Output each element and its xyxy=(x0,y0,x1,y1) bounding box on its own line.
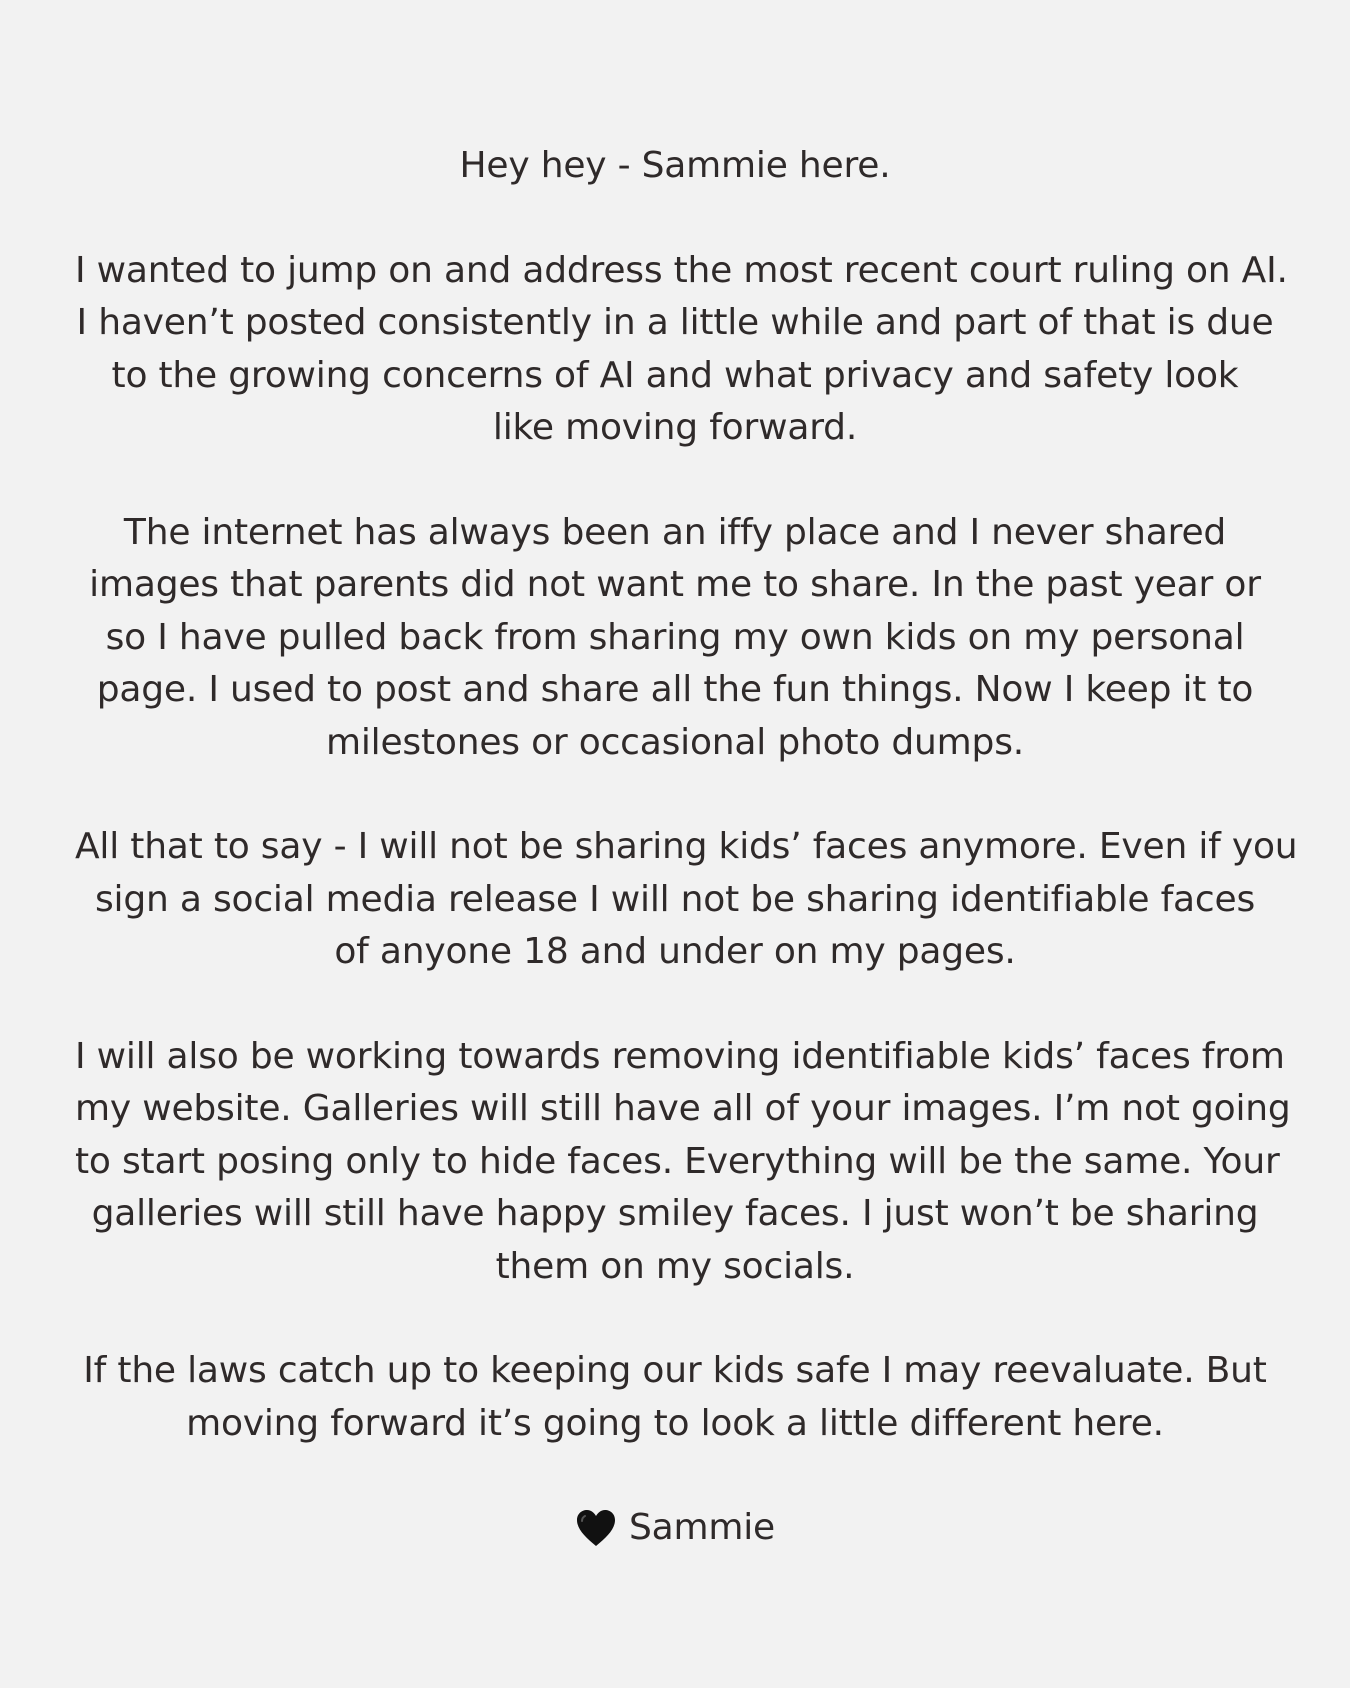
paragraph-line: All that to say - I will not be sharing kids’ faces anymore. Even if you xyxy=(75,826,1298,867)
paragraph-line: I haven’t posted consistently in a little while and part of that is due xyxy=(76,302,1274,343)
paragraph-line: milestones or occasional photo dumps. xyxy=(326,721,1024,763)
signoff xyxy=(75,1502,1275,1555)
paragraph-internet-sharing xyxy=(75,507,1275,770)
paragraph-line: moving forward it’s going to look a little different here. xyxy=(186,1402,1164,1444)
greeting-line: Hey hey - Sammie here. xyxy=(459,145,891,186)
paragraph-line: The internet has always been an iffy place and I never shared xyxy=(123,511,1227,553)
paragraph-line: to the growing concerns of AI and what privacy and safety look xyxy=(111,354,1239,396)
paragraph-line: page. I used to post and share all the fun things. Now I keep it to xyxy=(96,669,1254,710)
letter-body xyxy=(75,140,1298,1555)
black-heart-icon xyxy=(575,1508,617,1548)
paragraph-line: them on my socials. xyxy=(495,1245,855,1287)
paragraph-line: If the laws catch up to keeping our kids safe I may reevaluate. But xyxy=(83,1350,1267,1391)
paragraph-line: like moving forward. xyxy=(492,407,858,448)
signoff-name: Sammie xyxy=(629,1507,775,1548)
paragraph-line: I wanted to jump on and address the most recent court ruling on AI. xyxy=(75,249,1288,291)
paragraph-line: images that parents did not want me to share. In the past year or xyxy=(89,564,1261,605)
paragraph-line: sign a social media release I will not be sharing identifiable faces xyxy=(94,878,1256,920)
paragraph-no-faces xyxy=(75,821,1298,979)
paragraph-line: to start posing only to hide faces. Everything will be the same. Your xyxy=(75,1140,1280,1182)
paragraph-line: I will also be working towards removing identifiable kids’ faces from xyxy=(75,1035,1285,1077)
paragraph-line: my website. Galleries will still have all of your images. I’m not going xyxy=(75,1088,1291,1129)
paragraph-line: of anyone 18 and under on my pages. xyxy=(334,931,1016,972)
paragraph-line: so I have pulled back from sharing my own kids on my personal xyxy=(105,616,1245,658)
paragraph-laws xyxy=(75,1345,1275,1450)
paragraph-website-galleries xyxy=(75,1031,1291,1294)
paragraph-ai-ruling xyxy=(75,245,1288,455)
paragraph-line: galleries will still have happy smiley faces. I just won’t be sharing xyxy=(91,1193,1259,1234)
